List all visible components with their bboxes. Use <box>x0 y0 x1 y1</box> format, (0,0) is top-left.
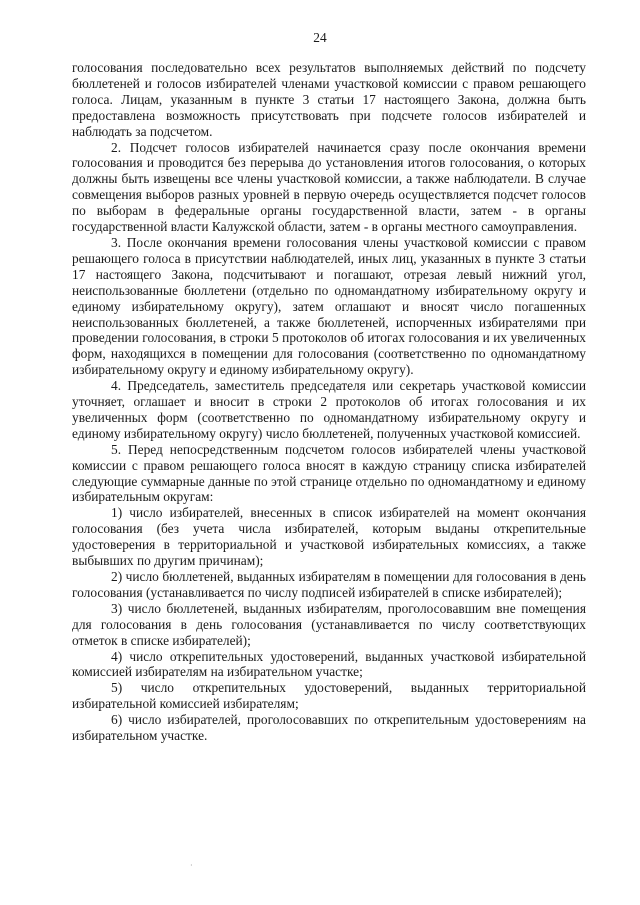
list-item-2: 2) число бюллетеней, выданных избирателям в помещении для голосования в день голосования (устанавливается по числу подписей избирателей в списке избирателей); <box>72 569 586 600</box>
paragraph-item-2: 2. Подсчет голосов избирателей начинается сразу после окончания времени голосования и проводится без перерыва до установления итогов голосования, о которых должны быть извещены все члены участковой комиссии, а также наблюдатели. В случае совмещения выборов разных уровней в первую очередь осуществляется подсчет голосов по выборам в федеральные органы государственной власти, затем - в органы государственной власти Калужской области, затем - в органы местного самоуправления. <box>72 139 586 235</box>
list-item-3: 3) число бюллетеней, выданных избирателям, проголосовавшим вне помещения для голосования в день голосования (устанавливается по числу соответствующих отметок в списке избирателей); <box>72 600 586 648</box>
paragraph-continuation: голосования последовательно всех результатов выполняемых действий по подсчету бюллетеней и голосов избирателей членами участковой комиссии с правом решающего голоса. Лицам, указанным в пункте 3 статьи 17 настоящего Закона, должна быть предоставлена возможность присутствовать при подсчете голосов избирателей и наблюдать за подсчетом. <box>72 60 586 139</box>
page-number: 24 <box>313 30 327 45</box>
paragraph-item-5: 5. Перед непосредственным подсчетом голосов избирателей члены участковой комиссии с правом решающего голоса вносят в каждую страницу списка избирателей следующие суммарные данные по этой странице отдельно по одномандатному и единому избирательным округам: <box>72 441 586 505</box>
list-item-4: 4) число открепительных удостоверений, выданных участковой избирательной комиссией избирателям на избирательном участке; <box>72 648 586 680</box>
list-item-6: 6) число избирателей, проголосовавших по открепительным удостоверениям на избирательном участке. <box>72 712 586 744</box>
list-item-1: 1) число избирателей, внесенных в список избирателей на момент окончания голосования (без учета числа избирателей, которым выданы открепительные удостоверения в территориальной и участковой избирательных комиссиях, а также выбывших по другим причинам); <box>72 505 586 569</box>
paragraph-item-3: 3. После окончания времени голосования члены участковой комиссии с правом решающего голоса в присутствии наблюдателей, иных лиц, указанных в пункте 3 статьи 17 настоящего Закона, подсчитывают и погашают, отрезая левый нижний угол, неиспользованные бюллетени (отдельно по одномандатному избирательному округу и единому избирательному округу), затем оглашают и вносят число погашенных неиспользованных бюллетеней, а также бюллетеней, испорченных избирателями при проведении голосования, в строки 5 протоколов об итогах голосования и их увеличенных форм, находящихся в помещении для голосования (соответственно по одномандатному избирательному округу и единому избирательному округу). <box>72 234 586 378</box>
document-body <box>72 60 586 744</box>
list-item-5: 5) число открепительных удостоверений, выданных территориальной избирательной комиссией избирателям; <box>72 680 586 712</box>
paragraph-item-4: 4. Председатель, заместитель председателя или секретарь участковой комиссии уточняет, оглашает и вносит в строки 2 протоколов об итогах голосования и их увеличенных форм (соответственно по одномандатному избирательному округу и единому избирательному округу) число бюллетеней, полученных участковой комиссией. <box>72 378 586 441</box>
scan-speck: · <box>190 861 193 870</box>
